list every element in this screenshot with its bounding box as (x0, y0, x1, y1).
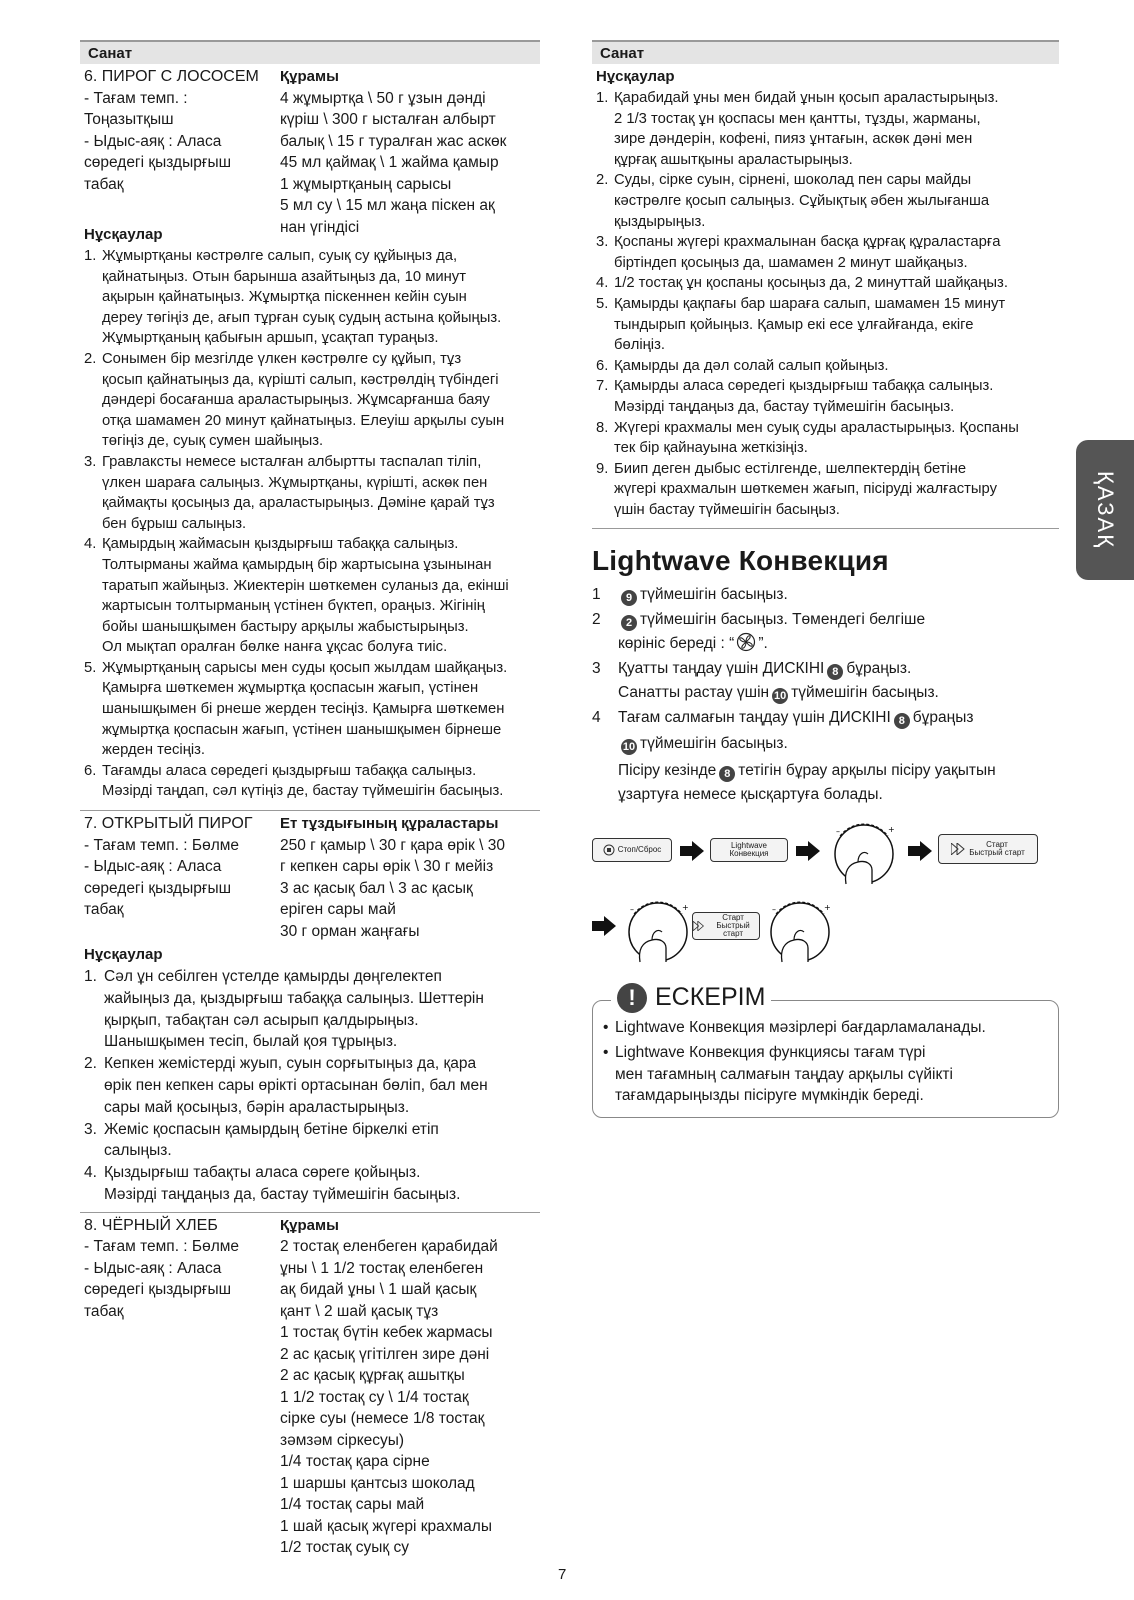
step-number: 1. (84, 968, 97, 986)
step-line: жартысын толтырманың үстінен бүктеп, ораңыз. Жігінің (102, 598, 485, 615)
step-number: 3 (592, 659, 601, 677)
step-line: Жүгері крахмалы мен суық суды араластырыңыз. Қоспаны (614, 419, 1019, 436)
ingredient-line: 5 мл су \ 15 мл жаңа піскен ақ (280, 197, 495, 214)
step-item (84, 452, 540, 534)
ingredients-label: Құрамы (280, 1216, 339, 1234)
step-line: біртіндеп қосыңыз да, шамамен 2 минут шайқаңыз. (614, 254, 968, 271)
note-title (611, 983, 771, 1013)
ingredient-line: сірке суы (немесе 1/8 тостақ (280, 1410, 485, 1428)
steps-recipe7 (80, 966, 540, 1206)
step-text: Пісіру кезінде (618, 761, 717, 779)
lw-step-3-cont (592, 681, 1059, 706)
ingredient-line: күріш \ 300 г ысталған албырт (280, 111, 496, 128)
step-number: 5. (84, 659, 97, 676)
lw-step-3 (592, 657, 1059, 682)
recipe-black-bread (80, 1213, 540, 1559)
step-text (102, 349, 540, 452)
step-line: бөліңіз. (614, 337, 665, 354)
recipe-props (80, 813, 280, 942)
step-line: Мәзірді таңдап, сәл күтіңіз де, бастау түймешігін басыңыз. (102, 783, 504, 800)
step-item (84, 1162, 540, 1206)
note-text: Lightwave Конвекция мәзірлері бағдарламаланады. (615, 1018, 986, 1036)
step-number: 6. (84, 762, 97, 779)
step-line: отқа шамамен 20 минут қайнатыңыз. Елеуіш арқылы суын (102, 412, 505, 429)
svg-text:–: – (772, 904, 776, 914)
step-line: Кепкен жемістерді жуып, суын сорғытыңыз да, қара (104, 1055, 477, 1073)
step-item (596, 418, 1059, 459)
step-number: 8. (596, 419, 609, 436)
step-line: Жеміс қоспасын қамырдың бетіне біркелкі етіп (104, 1120, 439, 1138)
prop-line: табақ (84, 901, 124, 919)
prop-line: - Ыдыс-аяқ : Аласа (84, 1259, 222, 1277)
step-line: Қамырға шөткемен жұмыртқа қоспасын жағып, үстінен (102, 680, 479, 697)
step-line: өрік пен кепкен сары өрікті ортасынан бөліп, бал мен (104, 1077, 488, 1095)
lw-step-4 (592, 706, 1059, 731)
step-line: шанышқымен бі рнеше жерден тесіңіз. Қамырға шөткемен (102, 701, 505, 718)
ingredient-line: еріген сары май (280, 901, 396, 919)
step-item (596, 88, 1059, 170)
step-line: Жұмыртқаның қабығын аршып, ұсақтап тураңыз. (102, 330, 439, 347)
lightwave-convection-button-illustration (710, 838, 788, 862)
ingredients-label: Ет тұздығының құраластары (280, 815, 499, 833)
arrow-right-icon (908, 841, 932, 861)
prop-line: табақ (84, 175, 124, 193)
step-line: кәстрөлге қосып салыңыз. Сұйықтық әбен жылығанша (614, 192, 990, 209)
ingredient-line: ұны \ 1 1/2 тостақ еленбеген (280, 1259, 484, 1277)
step-line: Мәзірді таңдаңыз да, бастау түймешігін басыңыз. (614, 398, 955, 415)
instructions-label: Нұсқаулар (84, 946, 163, 964)
svg-text:+: + (824, 902, 831, 912)
ingredient-line: балық \ 15 г туралған жас аскөк (280, 132, 507, 150)
ingredient-line: 1 тостақ бүтін кебек жармасы (280, 1324, 493, 1342)
lw-step-2-cont (592, 632, 1059, 657)
step-line: Қоспаны жүгері крахмалынан басқа құрғақ құраластарға (614, 234, 1001, 251)
ingredient-line: 45 мл қаймақ \ 1 жайма қамыр (280, 154, 499, 171)
button-number-badge: 8 (894, 713, 910, 729)
step-text (614, 356, 1059, 377)
step-text: бұраңыз. (846, 659, 912, 677)
step-line: жұмыртқа қоспасын жағып, үстінен шанышқымен бірнеше (102, 721, 502, 738)
ingredient-line: зәмзәм сіркесуы) (280, 1431, 405, 1449)
step-line: Биип деген дыбыс естілгенде, шелпектердің бетіне (614, 460, 967, 477)
recipe-props (80, 66, 280, 238)
step-line: бойы шанышқымен бастыру арқылы жабыстырыңыз. (102, 618, 469, 635)
language-tab (1076, 440, 1134, 580)
recipe-title: 6. ПИРОГ С ЛОСОСЕМ (84, 68, 259, 85)
step-text: Санатты растау үшін (618, 684, 770, 702)
prop-line: табақ (84, 1302, 124, 1320)
step-line: Тағамды аласа сөредегі қыздырғыш табаққа салыңыз. (102, 762, 477, 779)
category-header: Санат (592, 40, 1059, 64)
button-number-badge: 8 (827, 664, 843, 680)
arrow-right-icon (796, 841, 820, 861)
step-item (84, 1119, 540, 1163)
step-text: түймешігін басыңыз. Төмендегі белгіше (640, 610, 926, 628)
step-number: 2 (592, 610, 601, 628)
ingredient-line: 4 жұмыртқа \ 50 г ұзын дәнді (280, 89, 486, 107)
ingredient-line: 250 г қамыр \ 30 г қара өрік \ 30 (280, 836, 505, 854)
ingredients (280, 66, 540, 238)
recipe-salmon-pie (80, 64, 540, 238)
start-button-illustration (938, 834, 1038, 864)
convection-fan-icon (736, 632, 756, 652)
ingredient-line: 1 1/2 тостақ су \ 1/4 тостақ (280, 1388, 469, 1406)
step-line: Қамырды қақпағы бар шараға салып, шамамен 15 минут (614, 295, 1006, 312)
start-button-illustration (692, 912, 760, 940)
lw-step-1 (592, 583, 1059, 608)
step-line: Қамырды аласа сөредегі қыздырғыш табаққа салыңыз. (614, 378, 994, 395)
step-line: Қарабидай ұны мен бидай ұнын қосып араластырыңыз. (614, 90, 999, 106)
prop-line: - Ыдыс-аяқ : Аласа (84, 858, 222, 876)
step-line: бен бұрыш салыңыз. (102, 515, 247, 532)
step-item (596, 273, 1059, 294)
section-title: Lightwave Конвекция (592, 545, 889, 577)
step-number: 3. (84, 453, 97, 470)
ingredient-line: 30 г орман жаңғағы (280, 922, 420, 940)
step-item (596, 356, 1059, 377)
step-line: қыздырыңыз. (614, 213, 706, 230)
ingredient-line: 2 ас қасық үгітілген зире дәні (280, 1345, 490, 1363)
lw-step-4-cont (592, 732, 1059, 757)
ingredient-line: 1 шаршы қантсыз шоколад (280, 1474, 475, 1492)
ingredient-line: 1/4 тостақ сары май (280, 1496, 425, 1514)
prop-line: - Тағам темп. : Бөлме (84, 1238, 240, 1256)
step-line: Жұмыртқаның сарысы мен суды қосып жылдам шайқаңыз. (102, 659, 508, 676)
step-line: төгіңіз де, суық сумен шайыңыз. (102, 433, 324, 450)
instruction-diagram (592, 816, 1059, 978)
recipe-title: 7. ОТКРЫТЫЙ ПИРОГ (84, 815, 253, 833)
step-line: ақырын қайнатыңыз. Жұмыртқа піскеннен кейін суын (102, 289, 467, 306)
svg-text:–: – (630, 904, 634, 914)
left-column (80, 40, 540, 1559)
lw-step-4-cont (592, 759, 1059, 784)
step-text (614, 170, 1059, 232)
ingredient-line: 1 шай қасық жүгері крахмалы (280, 1517, 492, 1535)
arrow-right-icon (680, 841, 704, 861)
step-number: 3. (84, 1120, 97, 1138)
step-text (614, 88, 1059, 170)
start-icon (951, 843, 965, 855)
stop-icon (603, 844, 615, 856)
button-label: Lightwave (730, 840, 768, 850)
prop-line: сөредегі қыздырғыш (84, 879, 232, 897)
step-text (102, 452, 540, 534)
ingredient-line: 3 ас қасық бал \ 3 ас қасық (280, 879, 473, 897)
arrow-right-icon (592, 916, 616, 936)
step-text (104, 1119, 540, 1163)
step-text: түймешігін басыңыз. (640, 586, 788, 604)
step-item (596, 170, 1059, 232)
step-line: қосып қайнатыңыз да, күрішті салып, кәстрөлдің түбіндегі (102, 371, 499, 388)
step-text (102, 761, 540, 802)
step-line: 2 1/3 тостақ ұн қоспасы мен қантты, тұзды, жарманы, (614, 110, 981, 127)
note-item: • Lightwave Конвекция функциясы тағам түрі мен тағамның салмағын таңдау арқылы сүйікті тағамдарыңызды пісіруге мүмкіндік береді. (603, 1042, 1048, 1107)
ingredient-line: 2 тостақ еленбеген қарабидай (280, 1238, 498, 1256)
step-line: Қамырдың жаймасын қыздырғыш табаққа салыңыз. (102, 536, 459, 553)
ingredients-label: Құрамы (280, 68, 339, 85)
svg-text:+: + (888, 824, 895, 834)
ingredient-line: ақ бидай ұны \ 1 шай қасық (280, 1281, 477, 1299)
step-text (104, 966, 540, 1053)
step-number: 7. (596, 378, 609, 395)
button-label: Старт (722, 912, 744, 922)
step-line: құрғақ ашытқыны араластырыңыз. (614, 151, 853, 168)
note-title-text: ЕСКЕРІМ (655, 983, 766, 1012)
step-number: 1 (592, 586, 601, 604)
step-number: 3. (596, 234, 609, 251)
step-number: 4 (592, 708, 601, 726)
instructions-label: Нұсқаулар (596, 68, 675, 85)
step-item (84, 349, 540, 452)
step-text (614, 294, 1059, 356)
prop-line: сөредегі қыздырғыш (84, 154, 232, 171)
recipe-props (80, 1215, 280, 1559)
prop-line: - Тағам темп. : (84, 89, 188, 107)
step-text (102, 534, 540, 658)
step-line: жерден тесіңіз. (102, 742, 206, 759)
svg-text:+: + (682, 902, 689, 912)
step-line: үлкен шараға салыңыз. Жұмыртқаны, күрішті, аскөк пен (102, 474, 488, 491)
language-tab-label: ҚАЗАҚ (1093, 470, 1118, 550)
step-text (614, 232, 1059, 273)
button-label: Быстрый старт (716, 920, 750, 938)
step-text (614, 459, 1059, 521)
step-line: үшін бастау түймешігін басыңыз. (614, 501, 840, 518)
step-line: Мәзірді таңдаңыз да, бастау түймешігін басыңыз. (104, 1186, 461, 1203)
step-line: тек бір қайнауына жеткізіңіз. (614, 440, 808, 457)
step-item (84, 966, 540, 1053)
ingredient-line: қант \ 2 шай қасық тұз (280, 1302, 439, 1320)
step-line: жүгері крахмалын шөткемен жағып, пісіруді жалғастыру (614, 481, 997, 498)
ingredients (280, 813, 540, 942)
step-line: Қыздырғыш табақты аласа сөреге қойыңыз. (104, 1164, 421, 1182)
button-label: Стоп/Сброс (617, 844, 662, 854)
step-item (596, 294, 1059, 356)
step-text: Қуатты таңдау үшін ДИСКІНІ (618, 659, 825, 677)
step-item (84, 658, 540, 761)
note-text: тағамдарыңызды пісіруге мүмкіндік береді. (615, 1087, 924, 1105)
step-line: Жұмыртқаны кәстрөлге салып, суық су құйыңыз да, (102, 248, 458, 264)
step-item (84, 246, 540, 349)
step-item (596, 459, 1059, 521)
step-line: таратып жайыңыз. Жиектерін шөткемен суланыз да, екінші (102, 577, 509, 594)
step-number: 4. (84, 536, 97, 553)
stop-reset-button-illustration (592, 838, 672, 862)
note-box (592, 983, 1059, 1118)
step-number: 2. (84, 350, 97, 367)
step-line: 1/2 тостақ ұн қоспаны қосыңыз да, 2 минуттай шайқаңыз. (614, 275, 1008, 292)
ingredient-line: нан үгіндісі (280, 218, 360, 236)
step-text: Тағам салмағын таңдау үшін ДИСКІНІ (618, 708, 891, 726)
step-number: 2. (84, 1055, 97, 1073)
step-text (614, 273, 1059, 294)
step-text: тетігін бұрау арқылы пісіру уақытын (738, 761, 996, 779)
step-text (614, 418, 1059, 459)
svg-text:–: – (836, 826, 840, 836)
step-line: қайнатыңыз. Отын барынша азайтыңыз да, 10 минут (102, 268, 466, 285)
button-number-badge: 2 (621, 615, 637, 631)
step-text: бұраңыз (912, 708, 974, 726)
step-line: Гравлаксты немесе ысталған албыртты таспалап тіліп, (102, 453, 482, 470)
step-text (614, 376, 1059, 417)
step-text: көрініс береді : “ (618, 635, 735, 653)
step-text (102, 246, 540, 349)
button-label: Старт (986, 839, 1008, 849)
ingredients (280, 1215, 540, 1559)
dial-hand-icon (764, 894, 836, 966)
step-line: дереу төгіңіз де, ағып тұрған суық судың астына қойыңыз. (102, 309, 502, 326)
button-number-badge: 9 (621, 590, 637, 606)
exclamation-icon: ! (617, 983, 647, 1013)
prop-line: Тоңазытқыш (84, 111, 174, 128)
ingredient-line: 1/4 тостақ қара сірне (280, 1453, 430, 1471)
step-text (104, 1162, 540, 1206)
step-number: 2. (596, 172, 609, 189)
step-number: 1. (596, 90, 609, 106)
button-number-badge: 10 (773, 690, 787, 703)
step-item (84, 1053, 540, 1118)
step-text: түймешігін басыңыз. (791, 684, 939, 702)
step-number: 6. (596, 357, 609, 374)
step-line: жайыңыз да, қыздырғыш табаққа салыңыз. Шеттерін (104, 989, 484, 1007)
step-line: Ол мықтап оралған бөлке нанға ұқсас болуға тиіс. (102, 639, 448, 656)
step-line: тындырып қойыңыз. Қамыр екі есе ұлғайғанда, екіге (614, 316, 974, 333)
button-number-badge: 8 (719, 766, 735, 782)
dial-hand-icon (828, 816, 900, 888)
step-item (596, 376, 1059, 417)
step-line: қырқып, табақтан сәл асырып қалдырыңыз. (104, 1011, 419, 1029)
step-line: дәндері босағанша араластырыңыз. Жұмсарғанша баяу (102, 392, 490, 409)
step-item (84, 534, 540, 658)
step-number: 1. (84, 248, 97, 264)
step-text: түймешігін басыңыз. (640, 735, 788, 753)
step-number: 5. (596, 295, 609, 312)
ingredient-line: 1/2 тостақ суық су (280, 1539, 410, 1557)
note-text: мен тағамның салмағын таңдау арқылы сүйікті (615, 1065, 953, 1083)
button-label: Конвекция (729, 848, 769, 858)
recipe-title: 8. ЧЁРНЫЙ ХЛЕБ (84, 1216, 218, 1234)
prop-line: - Тағам темп. : Бөлме (84, 836, 240, 854)
note-item: • Lightwave Конвекция мәзірлері бағдарламаланады. (603, 1017, 1048, 1039)
step-text: ”. (758, 635, 768, 653)
dial-hand-icon (622, 894, 694, 966)
step-line: Сәл ұн себілген үстелде қамырды дөңгелектеп (104, 968, 442, 986)
start-icon (693, 921, 704, 931)
prop-line: сөредегі қыздырғыш (84, 1281, 232, 1299)
lw-step-2 (592, 608, 1059, 633)
step-line: сары май қосыңыз, бәрін араластырыңыз. (104, 1098, 410, 1116)
note-text: Lightwave Конвекция функциясы тағам түрі (615, 1044, 926, 1062)
step-item (84, 761, 540, 802)
step-line: қаймақты қосыңыз да, араластырыңыз. Дәміне қарай тұз (102, 495, 495, 512)
button-label: Быстрый старт (969, 847, 1025, 857)
step-number: 4. (84, 1164, 97, 1182)
steps-recipe6 (80, 246, 540, 802)
step-number: 9. (596, 460, 609, 477)
step-line: Қамырды да дәл солай салып қойыңыз. (614, 357, 889, 374)
step-line: Шанышқымен тесіп, былай қоя тұрыңыз. (104, 1033, 398, 1051)
steps-recipe8 (592, 88, 1059, 520)
step-line: Сонымен бір мезгілде үлкен кәстрөлге су құйып, тұз (102, 350, 462, 367)
lw-step-4-cont (592, 783, 1059, 808)
lightwave-steps (592, 583, 1059, 808)
step-line: зире дәндерін, кофені, пияз ұнтағын, аскөк дәні мен (614, 131, 973, 148)
page-number: 7 (558, 1566, 567, 1583)
step-line: салыңыз. (104, 1142, 172, 1160)
step-line: Суды, сірке суын, сірнені, шоколад пен сары майды (614, 172, 972, 189)
right-column (592, 40, 1059, 1118)
ingredient-line: 1 жұмыртқаның сарысы (280, 175, 452, 193)
prop-line: - Ыдыс-аяқ : Аласа (84, 132, 222, 150)
recipe-open-pie (80, 811, 540, 942)
step-number: 4. (596, 275, 609, 292)
ingredient-line: 2 ас қасық құрғақ ашытқы (280, 1367, 465, 1385)
button-number-badge: 10 (622, 741, 636, 754)
ingredient-line: г кепкен сары өрік \ 30 г мейіз (280, 858, 494, 876)
instructions-label: Нұсқаулар (84, 226, 163, 243)
category-header: Санат (80, 40, 540, 64)
step-text: ұзартуға немесе қысқартуға болады. (618, 786, 883, 804)
step-text (104, 1053, 540, 1118)
step-item (596, 232, 1059, 273)
step-text (102, 658, 540, 761)
step-line: Толтырманы жайма қамырдың бір жартысына ұзынынан (102, 556, 492, 573)
